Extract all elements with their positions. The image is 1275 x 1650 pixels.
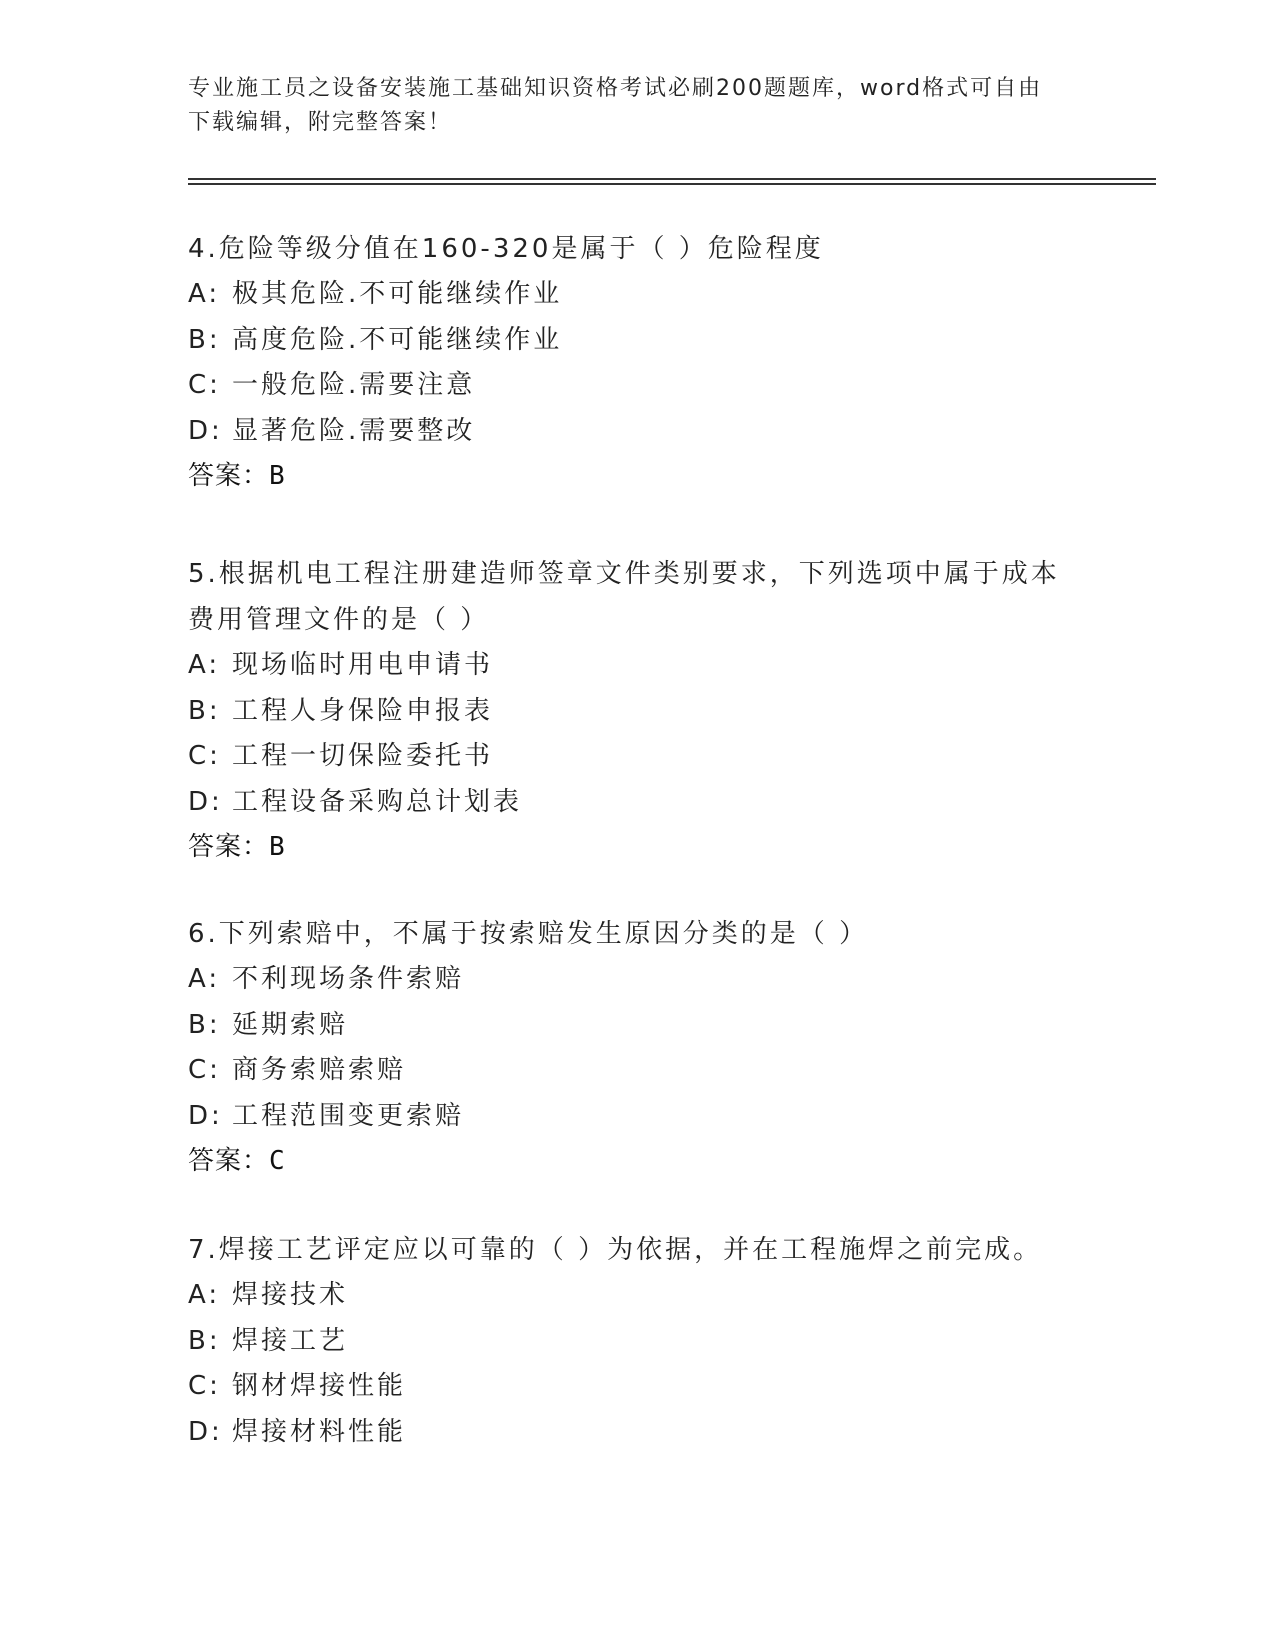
option-text: 不利现场条件索赔 (232, 964, 465, 994)
option-text: 焊接材料性能 (232, 1416, 407, 1447)
option-text: 焊接技术 (232, 1280, 349, 1310)
option-a (188, 643, 1088, 689)
question-7 (188, 1227, 1088, 1455)
option-a (188, 1273, 1088, 1319)
option-text: 工程范围变更索赔 (232, 1100, 465, 1131)
answer (188, 454, 1088, 499)
option-d (188, 1094, 1088, 1140)
option-c (188, 363, 1088, 409)
answer-value: B (269, 832, 286, 862)
option-text: 焊接工艺 (232, 1325, 349, 1356)
option-letter: B: (188, 1009, 221, 1040)
answer-label: 答案： (188, 1146, 270, 1176)
option-letter: A: (188, 964, 221, 994)
option-d (188, 780, 1088, 826)
answer (188, 825, 1088, 870)
question-text: 4.危险等级分值在160-320是属于（ ）危险程度 (188, 234, 824, 264)
question-text: 5.根据机电工程注册建造师签章文件类别要求，下列选项中属于成本费用管理文件的是（ ） (188, 559, 1060, 635)
option-letter: D: (188, 415, 223, 446)
option-text: 极其危险.不可能继续作业 (232, 279, 563, 309)
option-b (188, 1319, 1088, 1365)
option-letter: C: (188, 1371, 221, 1401)
option-letter: B: (188, 695, 221, 726)
option-a (188, 272, 1088, 318)
option-letter: A: (188, 1280, 221, 1310)
option-text: 工程人身保险申报表 (232, 695, 494, 726)
answer-label: 答案： (188, 832, 270, 862)
question-text: 6.下列索赔中，不属于按索赔发生原因分类的是（ ） (188, 919, 869, 949)
option-text: 工程一切保险委托书 (232, 741, 494, 771)
option-text: 显著危险.需要整改 (232, 415, 476, 446)
option-c (188, 734, 1088, 780)
header-line-2: 下载编辑，附完整答案！ (188, 110, 453, 135)
option-text: 现场临时用电申请书 (232, 650, 494, 680)
answer (188, 1139, 1088, 1184)
question-text: 7.焊接工艺评定应以可靠的（ ）为依据，并在工程施焊之前完成。 (188, 1235, 1043, 1265)
option-letter: C: (188, 1055, 221, 1085)
option-text: 高度危险.不可能继续作业 (232, 324, 563, 355)
option-text: 一般危险.需要注意 (232, 370, 476, 400)
header-divider-top (188, 178, 1156, 180)
answer-label: 答案： (188, 461, 270, 491)
option-letter: B: (188, 324, 221, 355)
option-d (188, 1410, 1088, 1456)
option-letter: C: (188, 741, 221, 771)
option-letter: A: (188, 650, 221, 680)
option-text: 延期索赔 (232, 1009, 349, 1040)
answer-value: C (269, 1146, 286, 1176)
question-6 (188, 911, 1088, 1184)
option-letter: C: (188, 370, 221, 400)
option-text: 钢材焊接性能 (232, 1371, 407, 1401)
option-b (188, 318, 1088, 364)
option-c (188, 1364, 1088, 1410)
option-b (188, 689, 1088, 735)
option-text: 商务索赔索赔 (232, 1055, 407, 1085)
answer-value: B (269, 461, 286, 491)
option-letter: B: (188, 1325, 221, 1356)
option-letter: D: (188, 786, 223, 817)
option-letter: A: (188, 279, 221, 309)
option-b (188, 1003, 1088, 1049)
document-header (188, 72, 1088, 140)
header-divider-bottom (188, 183, 1156, 185)
option-letter: D: (188, 1416, 223, 1447)
question-4 (188, 226, 1088, 499)
option-letter: D: (188, 1100, 223, 1131)
question-5 (188, 551, 1088, 870)
option-a (188, 957, 1088, 1003)
option-text: 工程设备采购总计划表 (232, 786, 523, 817)
option-c (188, 1048, 1088, 1094)
option-d (188, 409, 1088, 455)
header-line-1: 专业施工员之设备安装施工基础知识资格考试必刷200题题库，word格式可自由 (188, 76, 1043, 101)
